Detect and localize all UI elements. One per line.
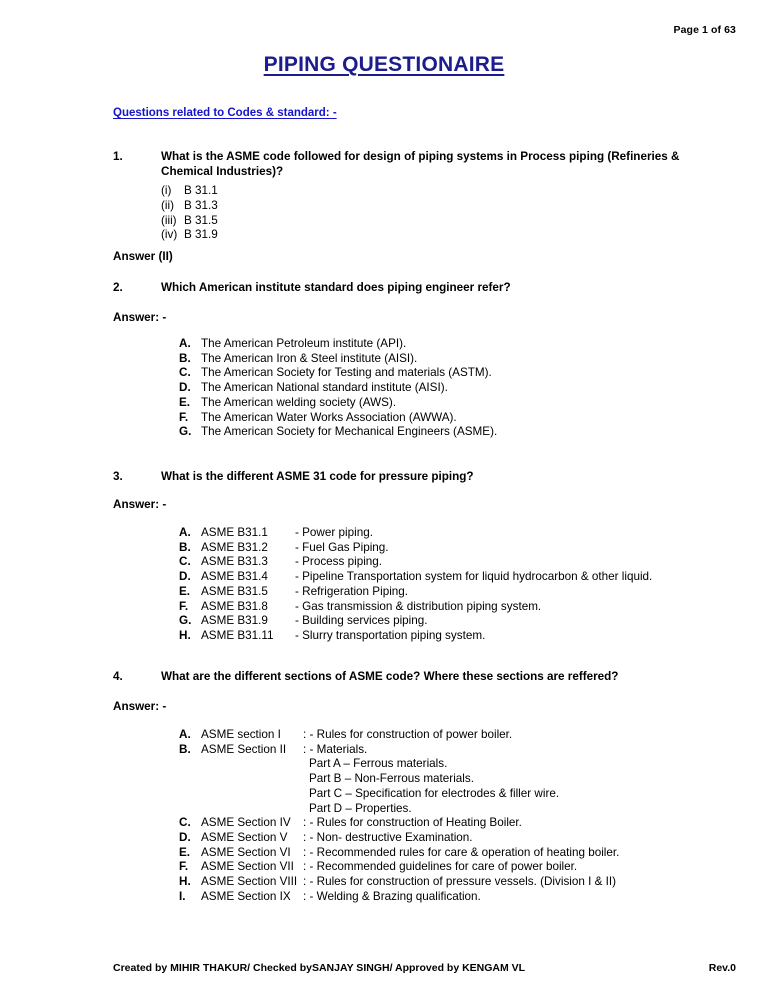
table-row: [113, 614, 753, 629]
item-marker: B.: [179, 540, 191, 554]
item-code: ASME B31.9: [201, 614, 268, 628]
question-2-items: [113, 337, 723, 440]
item-code: ASME B31.1: [201, 526, 268, 539]
item-body: [201, 728, 753, 743]
item-description: : - Rules for construction of pressure vessels. (Division I & II): [303, 875, 617, 889]
item-body: [201, 614, 753, 629]
table-row: [113, 860, 753, 875]
item-body: [201, 600, 753, 615]
item-code: ASME B31.3: [201, 555, 268, 569]
question-2-number: 2.: [113, 281, 123, 294]
item-text: The American Iron & Steel institute (AISI).: [201, 351, 418, 365]
table-row: [113, 570, 753, 585]
item-text: The American Society for Testing and materials (ASTM).: [201, 366, 492, 380]
section-heading: Questions related to Codes & standard: -: [113, 107, 337, 119]
item-code: ASME B31.5: [201, 584, 268, 598]
question-4-block: [113, 670, 706, 685]
list-item: [113, 366, 723, 381]
list-item: [113, 411, 723, 426]
item-marker: F.: [179, 410, 189, 424]
option-text: B 31.3: [184, 198, 218, 212]
item-description: : - Recommended guidelines for care of power boiler.: [303, 860, 578, 874]
page-footer: [113, 962, 736, 974]
list-item: [113, 214, 706, 229]
item-text: The American Water Works Association (AWWA).: [201, 410, 457, 424]
option-marker: (iii): [161, 213, 177, 227]
question-3-answer-label: Answer: -: [113, 498, 167, 511]
item-marker: C.: [179, 555, 191, 569]
item-code: ASME Section IV: [201, 816, 291, 830]
item-description: : - Materials.: [303, 742, 368, 756]
item-text: The American Society for Mechanical Engineers (ASME).: [201, 425, 498, 439]
table-row: [113, 541, 753, 556]
list-item: [113, 184, 706, 199]
list-item: [113, 352, 723, 367]
item-marker: F.: [179, 599, 189, 613]
item-body: [201, 743, 753, 758]
question-1-answer: Answer (II): [113, 250, 173, 263]
item-code: ASME Section VII: [201, 860, 294, 874]
item-text: The American Petroleum institute (API).: [201, 337, 407, 350]
item-description: - Refrigeration Piping.: [295, 584, 409, 598]
item-code: ASME Section II: [201, 742, 287, 756]
question-2-block: [113, 281, 706, 296]
item-body: [201, 846, 753, 861]
question-2-row: [113, 281, 706, 296]
item-description: : - Rules for construction of Heating Boiler.: [303, 816, 522, 830]
list-item: Part B – Non-Ferrous materials.: [309, 772, 474, 786]
item-body: [201, 860, 753, 875]
list-item: [113, 381, 723, 396]
item-code: ASME Section IX: [201, 889, 291, 903]
list-item: [113, 425, 723, 440]
section-ii-parts: [113, 757, 753, 816]
list-item: Part D – Properties.: [309, 801, 412, 815]
item-description: - Power piping.: [295, 526, 373, 539]
list-item: [113, 199, 706, 214]
table-row: [113, 816, 753, 831]
table-row: [113, 585, 753, 600]
item-marker: A.: [179, 728, 191, 741]
question-4-text: What are the different sections of ASME code? Where these sections are reffered?: [161, 670, 619, 683]
item-marker: A.: [179, 526, 191, 539]
item-body: [201, 541, 753, 556]
table-row: [113, 600, 753, 615]
item-marker: F.: [179, 860, 189, 874]
option-text: B 31.1: [184, 184, 218, 198]
item-description: : - Recommended rules for care & operation of heating boiler.: [303, 845, 620, 859]
question-4-items: [113, 728, 753, 904]
item-marker: D.: [179, 570, 191, 584]
question-3-text: What is the different ASME 31 code for pressure piping?: [161, 470, 474, 483]
question-4-row: [113, 670, 706, 685]
question-1-text: What is the ASME code followed for design of piping systems in Process piping (Refineries & Chemical Industries)?: [161, 150, 680, 178]
table-row: [113, 890, 753, 905]
item-code: ASME Section VI: [201, 845, 291, 859]
item-description: : - Rules for construction of power boiler.: [303, 728, 513, 741]
item-code: ASME B31.11: [201, 628, 274, 642]
item-marker: G.: [179, 614, 192, 628]
table-row: [113, 728, 753, 743]
question-1-row: [113, 150, 706, 179]
item-marker: C.: [179, 366, 191, 380]
table-row: [113, 743, 753, 758]
option-text: B 31.5: [184, 213, 218, 227]
item-code: ASME B31.8: [201, 599, 268, 613]
document-title-text: PIPING QUESTIONAIRE: [263, 53, 505, 76]
question-3-items: [113, 526, 753, 644]
option-text: B 31.9: [184, 228, 218, 242]
table-row: [113, 555, 753, 570]
item-code: ASME Section VIII: [201, 875, 298, 889]
item-description: : - Welding & Brazing qualification.: [303, 889, 481, 903]
list-item: [113, 337, 723, 352]
document-title: [0, 53, 768, 77]
item-marker: D.: [179, 830, 191, 844]
item-body: [201, 629, 753, 644]
table-row: [113, 846, 753, 861]
item-marker: H.: [179, 875, 191, 889]
question-4-answer-label: Answer: -: [113, 700, 167, 713]
item-description: : - Non- destructive Examination.: [303, 830, 473, 844]
question-4-number: 4.: [113, 670, 123, 683]
item-text: The American welding society (AWS).: [201, 395, 397, 409]
item-marker: I.: [179, 889, 186, 903]
item-description: - Gas transmission & distribution piping system.: [295, 599, 542, 613]
item-body: [201, 526, 753, 541]
list-item: [113, 396, 723, 411]
item-marker: B.: [179, 742, 191, 756]
question-1-number: 1.: [113, 150, 123, 163]
item-body: [201, 831, 753, 846]
item-body: [201, 875, 753, 890]
footer-credits: Created by MIHIR THAKUR/ Checked bySANJAY SINGH/ Approved by KENGAM VL: [113, 962, 526, 974]
list-item: Part C – Specification for electrodes & filler wire.: [309, 786, 560, 800]
item-marker: E.: [179, 584, 191, 598]
item-description: - Slurry transportation piping system.: [295, 628, 486, 642]
item-marker: D.: [179, 381, 191, 395]
item-description: - Fuel Gas Piping.: [295, 540, 389, 554]
item-code: ASME section I: [201, 728, 281, 741]
item-description: - Process piping.: [295, 555, 383, 569]
table-row: [113, 875, 753, 890]
page-number-header: Page 1 of 63: [673, 24, 736, 36]
item-marker: C.: [179, 816, 191, 830]
item-code: ASME Section V: [201, 830, 288, 844]
item-marker: G.: [179, 425, 192, 439]
item-body: [201, 890, 753, 905]
item-body: [201, 816, 753, 831]
question-3-row: [113, 470, 706, 485]
option-marker: (ii): [161, 198, 174, 212]
item-marker: E.: [179, 845, 191, 859]
question-1-block: [113, 150, 706, 243]
list-item: Part A – Ferrous materials.: [309, 757, 448, 771]
table-row: [113, 629, 753, 644]
item-code: ASME B31.2: [201, 540, 268, 554]
question-3-number: 3.: [113, 470, 123, 483]
item-description: - Building services piping.: [295, 614, 428, 628]
item-marker: B.: [179, 351, 191, 365]
item-code: ASME B31.4: [201, 570, 268, 584]
item-marker: E.: [179, 395, 191, 409]
question-1-options: [113, 184, 706, 243]
item-description: - Pipeline Transportation system for liquid hydrocarbon & other liquid.: [295, 570, 653, 584]
item-body: [201, 585, 753, 600]
footer-revision: Rev.0: [708, 962, 736, 974]
item-text: The American National standard institute (AISI).: [201, 381, 448, 395]
item-marker: A.: [179, 337, 191, 350]
table-row: [113, 831, 753, 846]
table-row: [113, 526, 753, 541]
item-marker: H.: [179, 628, 191, 642]
question-3-block: [113, 470, 706, 485]
option-marker: (i): [161, 184, 172, 198]
question-2-text: Which American institute standard does piping engineer refer?: [161, 281, 511, 294]
list-item: [113, 228, 706, 243]
item-body: [201, 555, 753, 570]
option-marker: (iv): [161, 228, 178, 242]
item-body: [201, 570, 753, 585]
question-2-answer-label: Answer: -: [113, 311, 167, 324]
